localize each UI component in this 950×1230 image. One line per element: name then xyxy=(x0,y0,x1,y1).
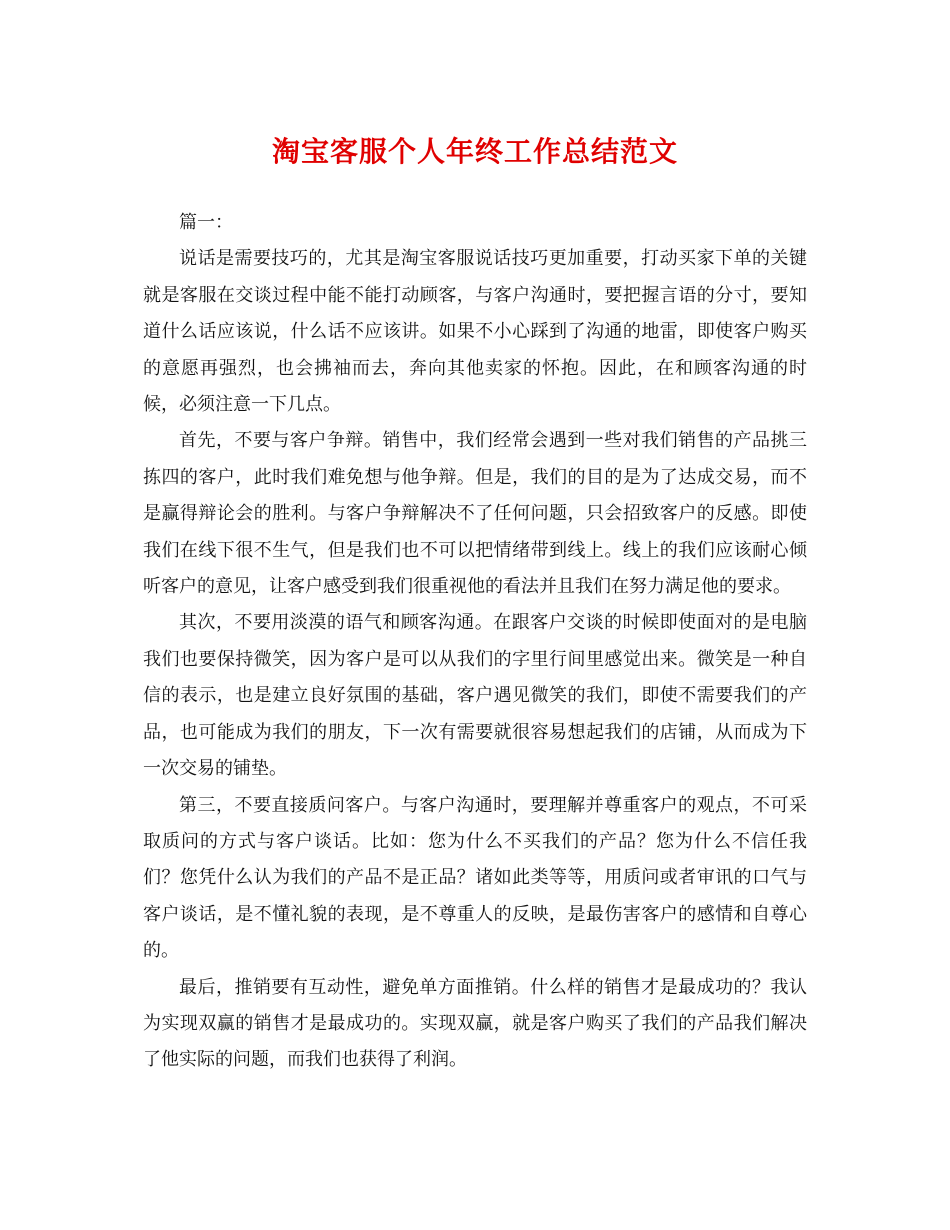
paragraph-first-point: 首先，不要与客户争辩。销售中，我们经常会遇到一些对我们销售的产品挑三拣四的客户，此时我们难免想与他争辩。但是，我们的目的是为了达成交易，而不是赢得辩论会的胜利。与客户争辩解决不了任何问题，只会招致客户的反感。即使我们在线下很不生气，但是我们也不可以把情绪带到线上。线上的我们应该耐心倾听客户的意见，让客户感受到我们很重视他的看法并且我们在努力满足他的要求。 xyxy=(143,430,807,598)
document-body xyxy=(143,205,807,1079)
paragraph-intro: 说话是需要技巧的，尤其是淘宝客服说话技巧更加重要，打动买家下单的关键就是客服在交谈过程中能不能打动顾客，与客户沟通时，要把握言语的分寸，要知道什么话应该说，什么话不应该讲。如果不小心踩到了沟通的地雷，即使客户购买的意愿再强烈，也会拂袖而去，奔向其他卖家的怀抱。因此，在和顾客沟通的时候，必须注意一下几点。 xyxy=(143,248,807,416)
paragraph-third-point: 第三，不要直接质问客户。与客户沟通时，要理解并尊重客户的观点，不可采取质问的方式与客户谈话。比如：您为什么不买我们的产品？您为什么不信任我们？您凭什么认为我们的产品不是正品？诸如此类等等，用质问或者审讯的口气与客户谈话，是不懂礼貌的表现，是不尊重人的反映，是最伤害客户的感情和自尊心的。 xyxy=(143,794,807,962)
section-label: 篇一： xyxy=(179,212,233,233)
paragraph-second-point: 其次，不要用淡漠的语气和顾客沟通。在跟客户交谈的时候即使面对的是电脑我们也要保持微笑，因为客户是可以从我们的字里行间里感觉出来。微笑是一种自信的表示，也是建立良好氛围的基础，客户遇见微笑的我们，即使不需要我们的产品，也可能成为我们的朋友，下一次有需要就很容易想起我们的店铺，从而成为下一次交易的铺垫。 xyxy=(143,612,807,780)
paragraph-final-point: 最后，推销要有互动性，避免单方面推销。什么样的销售才是最成功的？我认为实现双赢的销售才是最成功的。实现双赢，就是客户购买了我们的产品我们解决了他实际的问题，而我们也获得了利润。 xyxy=(143,976,807,1071)
document-title: 淘宝客服个人年终工作总结范文 xyxy=(271,135,678,168)
